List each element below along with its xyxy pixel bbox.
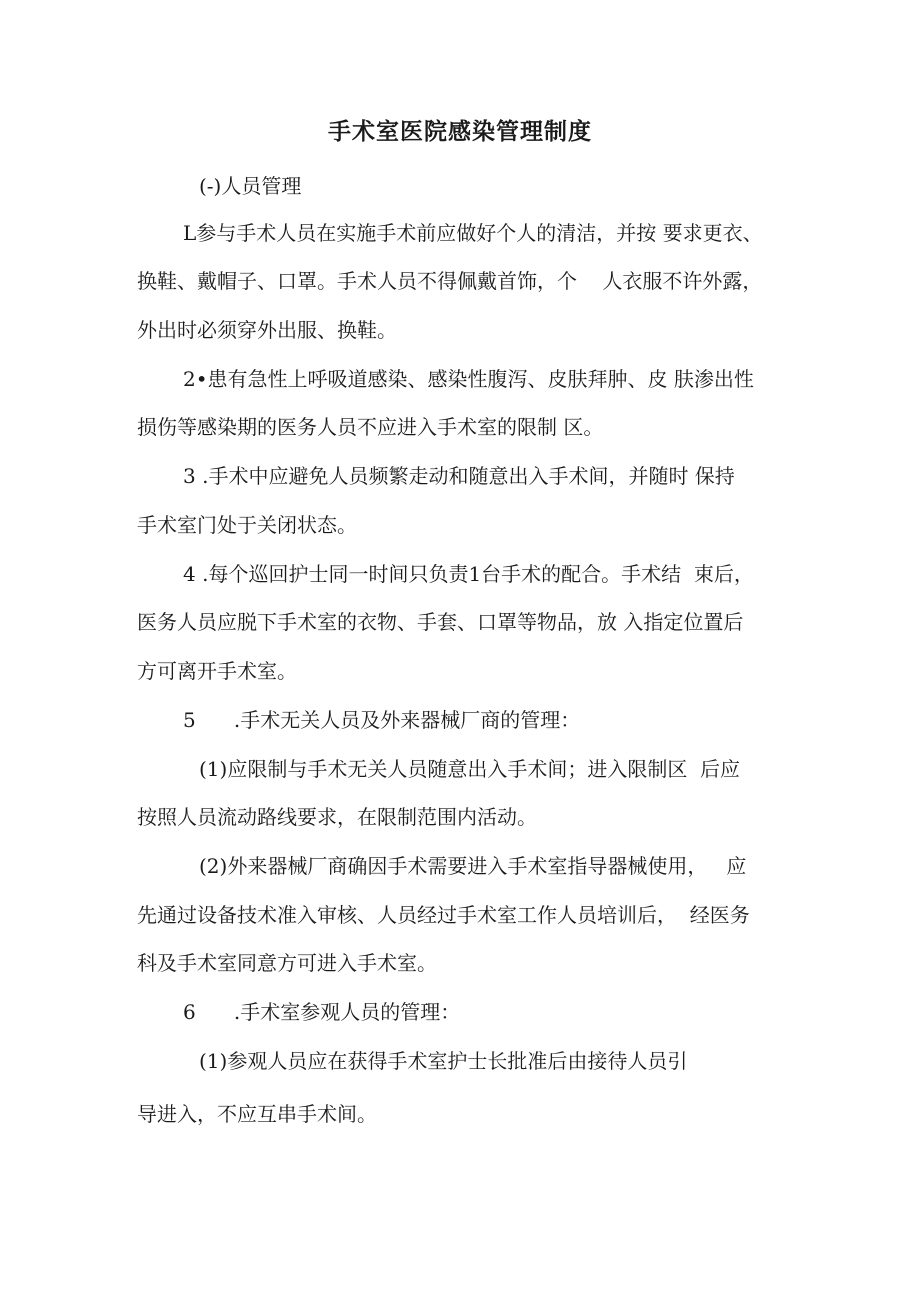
- document-title: 手术室医院感染管理制度: [328, 119, 592, 145]
- paragraph-line: 方可离开手术室。: [137, 659, 297, 683]
- paragraph-line: 手术室门处于关闭状态。: [137, 513, 357, 537]
- paragraph-line: 导进入，不应互串手术间。: [137, 1102, 377, 1126]
- paragraph-line: 5 .手术无关人员及外来器械厂商的管理：: [183, 708, 581, 732]
- paragraph-line: 换鞋、戴帽子、口罩。手术人员不得佩戴首饰，个 人衣服不许外露，: [137, 269, 763, 293]
- paragraph-line: 外出时必须穿外出服、换鞋。: [137, 318, 397, 342]
- paragraph-line: 按照人员流动路线要求，在限制范围内活动。: [137, 805, 537, 829]
- paragraph-line: L参与手术人员在实施手术前应做好个人的清洁，并按 要求更衣、: [183, 221, 763, 245]
- section-heading-personnel: (-)人员管理: [199, 174, 302, 198]
- paragraph-line: 3 .手术中应避免人员频繁走动和随意出入手术间，并随时 保持: [183, 464, 735, 488]
- paragraph-line: (2)外来器械厂商确因手术需要进入手术室指导器械使用， 应: [199, 854, 747, 878]
- paragraph-line: 科及手术室同意方可进入手术室。: [137, 951, 437, 975]
- paragraph-line: 损伤等感染期的医务人员不应进入手术室的限制 区。: [137, 415, 604, 439]
- paragraph-line: 4 .每个巡回护士同一时间只负责1台手术的配合。手术结 束后，: [183, 562, 754, 586]
- paragraph-line: 2•患有急性上呼吸道感染、感染性腹泻、皮肤拜肿、皮 肤渗出性: [183, 367, 754, 391]
- paragraph-line: 医务人员应脱下手术室的衣物、手套、口罩等物品，放 入指定位置后: [137, 610, 744, 634]
- paragraph-line: 先通过设备技术准入审核、人员经过手术室工作人员培训后， 经医务: [137, 903, 750, 927]
- paragraph-line: (1)应限制与手术无关人员随意出入手术间；进入限制区 后应: [199, 757, 741, 781]
- paragraph-line: (1)参观人员应在获得手术室护士长批准后由接待人员引: [199, 1049, 688, 1073]
- paragraph-line: 6 .手术室参观人员的管理：: [183, 1000, 461, 1024]
